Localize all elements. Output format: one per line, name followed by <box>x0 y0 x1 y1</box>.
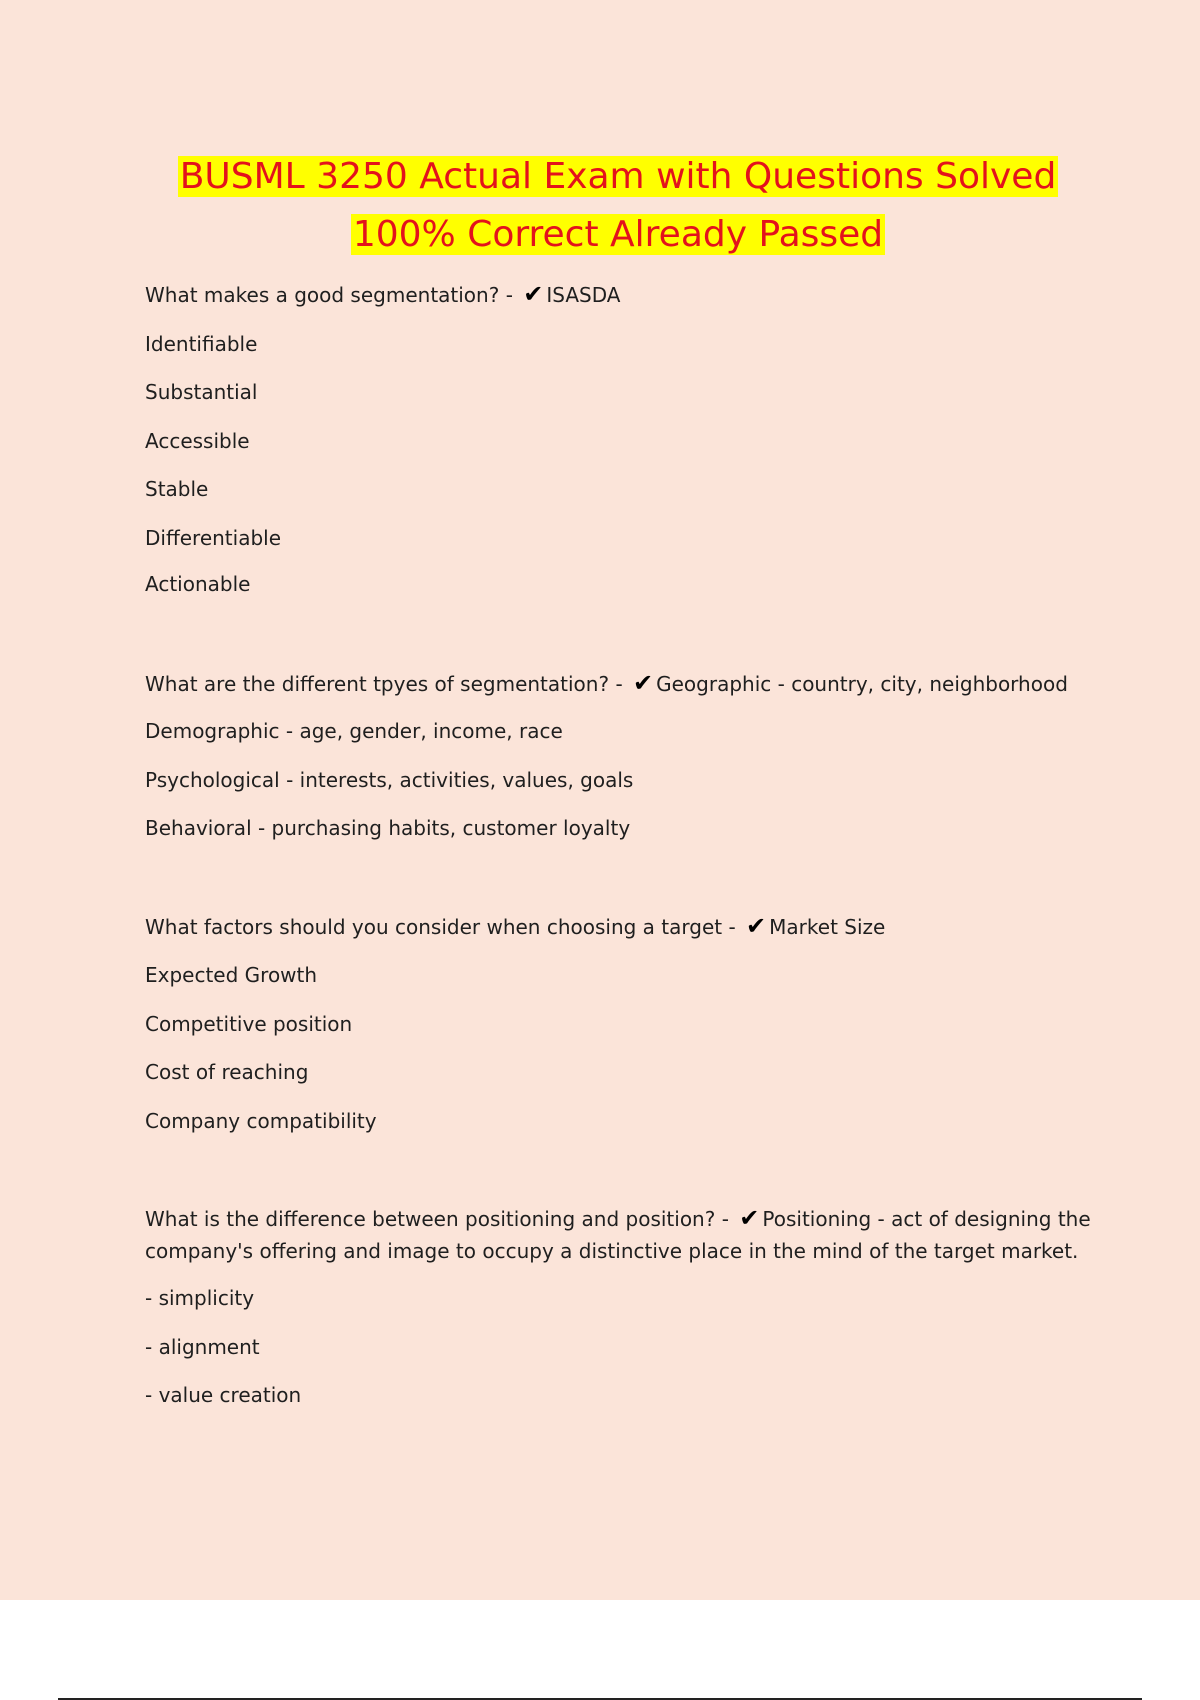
answer-text: Market Size <box>769 915 886 939</box>
question-2 <box>145 670 1068 698</box>
question-text: What factors should you consider when choosing a target - <box>145 915 736 939</box>
answer-line: Stable <box>145 477 209 501</box>
answer-line: Competitive position <box>145 1012 353 1036</box>
document-title <box>0 148 1200 264</box>
answer-text: Positioning - act of designing the company's offering and image to occupy a distinctive place in the mind of the target market. <box>145 1207 1091 1263</box>
answer-line: - value creation <box>145 1383 302 1407</box>
question-text: What are the different tpyes of segmentation? - <box>145 672 623 696</box>
answer-line: Company compatibility <box>145 1109 377 1133</box>
title-line-2: 100% Correct Already Passed <box>352 214 884 255</box>
answer-text: ISASDA <box>546 283 621 307</box>
check-icon: ✔ <box>523 280 544 308</box>
answer-line: - alignment <box>145 1335 260 1359</box>
question-text: What is the difference between positioning and position? - <box>145 1207 729 1231</box>
answer-line: Substantial <box>145 380 258 404</box>
answer-line: - simplicity <box>145 1286 255 1310</box>
question-3 <box>145 913 885 941</box>
answer-line: Psychological - interests, activities, values, goals <box>145 768 634 792</box>
check-icon: ✔ <box>746 912 767 940</box>
answer-line: Demographic - age, gender, income, race <box>145 719 563 743</box>
answer-line: Identifiable <box>145 332 258 356</box>
answer-line: Differentiable <box>145 526 282 550</box>
answer-line: Cost of reaching <box>145 1060 309 1084</box>
question-1 <box>145 281 620 309</box>
answer-line: Actionable <box>145 572 251 596</box>
title-line-1: BUSML 3250 Actual Exam with Questions Solved <box>179 156 1057 197</box>
question-4 <box>145 1203 1105 1267</box>
answer-line: Accessible <box>145 429 250 453</box>
check-icon: ✔ <box>633 669 654 697</box>
answer-line: Expected Growth <box>145 963 318 987</box>
answer-text: Geographic - country, city, neighborhood <box>656 672 1068 696</box>
question-text: What makes a good segmentation? - <box>145 283 513 307</box>
check-icon: ✔ <box>739 1204 760 1232</box>
answer-line: Behavioral - purchasing habits, customer loyalty <box>145 816 631 840</box>
